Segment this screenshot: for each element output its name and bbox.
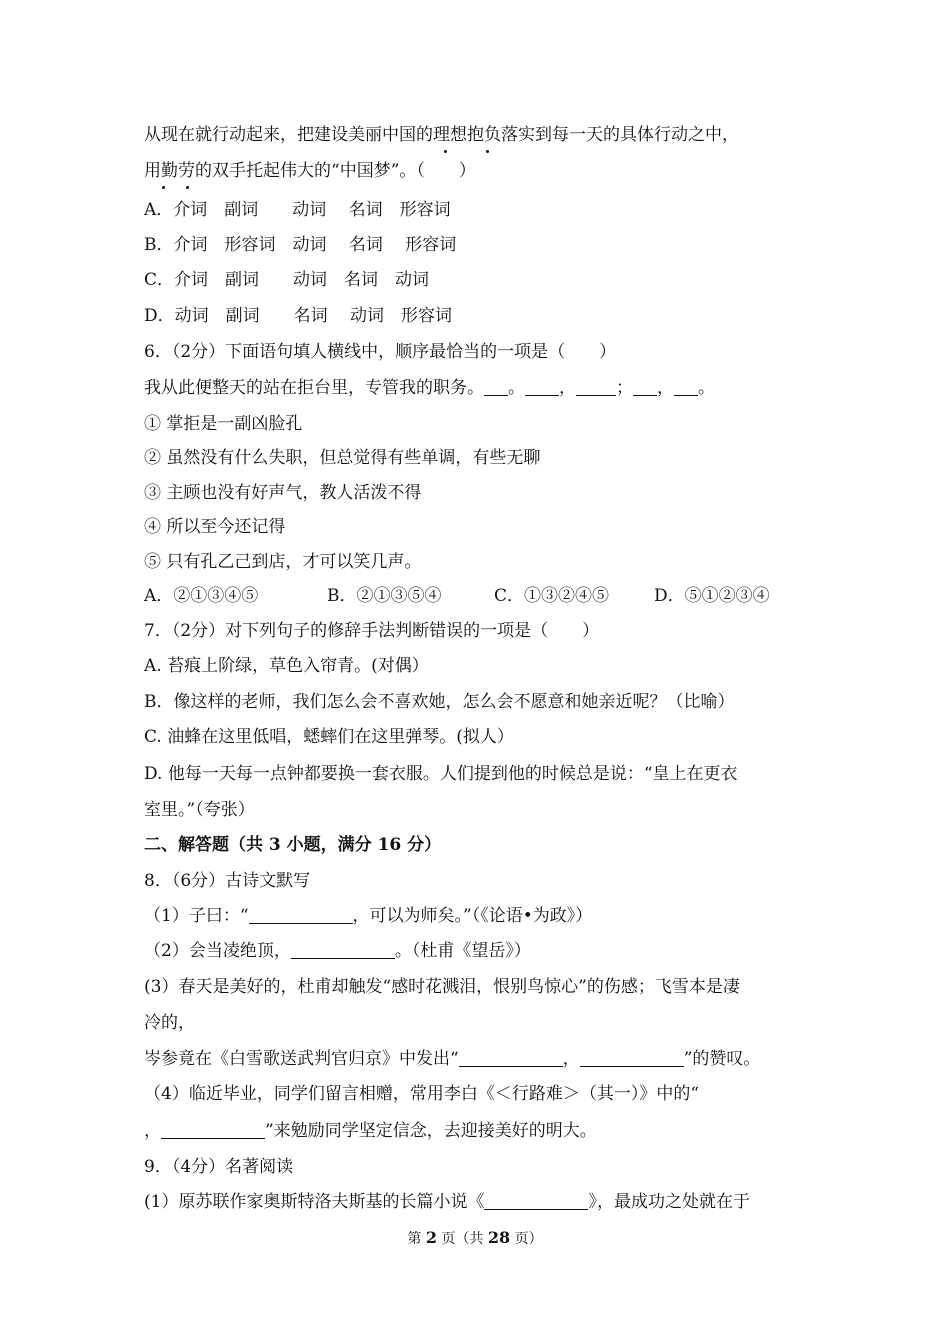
question-8-item-3-cont: 冷的，	[144, 1013, 195, 1033]
question-6-options	[144, 585, 770, 607]
emphasis-dot	[186, 186, 189, 189]
question-8-item-3: (3）春天是美好的，杜甫却触发“感时花溅泪，恨别鸟惊心”的伤感；飞雪本是凄	[144, 977, 740, 997]
option-c: C．介词 副词 动词 名词 动词	[144, 270, 430, 290]
section-heading: 二、解答题（共 3 小题，满分 16 分）	[144, 835, 442, 855]
option-d: D. 他每一天每一点钟都要换一套衣服。人们提到他的时候总是说：“皇上在更衣	[144, 764, 738, 784]
emphasis-dot	[444, 150, 447, 153]
emphasis-dot	[162, 186, 165, 189]
option-c: C．①③②④⑤	[494, 586, 610, 606]
option-d-cont: 室里。”（夸张）	[144, 800, 255, 820]
list-item: ⑤ 只有孔乙己到店，才可以笑几声。	[144, 552, 422, 572]
list-item: ④ 所以至今还记得	[144, 517, 286, 537]
option-b: B．介词 形容词 动词 名词 形容词	[144, 235, 457, 255]
question-9-stem: 9．（4分）名著阅读	[144, 1157, 294, 1177]
list-item: ③ 主顾也没有好声气，教人活泼不得	[144, 483, 422, 503]
question-6-stem: 6．（2分）下面语句填人横线中，顺序最恰当的一项是（ ）	[144, 342, 617, 362]
option-a: A. 苔痕上阶绿，草色入帘青。(对偶）	[144, 656, 429, 676]
question-8-item-4-cont: ， ”来勉励同学坚定信念，去迎接美好的明大。	[144, 1121, 597, 1141]
page-number: 2	[425, 1228, 437, 1247]
option-c: C. 油蜂在这里低唱，蟋蟀们在这里弹琴。(拟人）	[144, 727, 514, 747]
emphasis-dot	[486, 150, 489, 153]
option-a: A．介词 副词 动词 名词 形容词	[144, 200, 451, 220]
text-line: 从现在就行动起来，把建设美丽中国的理想抱负落实到每一天的具体行动之中，	[144, 125, 739, 145]
list-item: ① 掌拒是一副凶脸孔	[144, 414, 303, 434]
option-d: D．动词 副词 名词 动词 形容词	[144, 306, 453, 326]
option-d: D．⑤①②③④	[654, 586, 770, 606]
question-7-stem: 7．（2分）对下列句子的修辞手法判断错误的一项是（ ）	[144, 621, 600, 641]
question-8-stem: 8．（6分）古诗文默写	[144, 871, 311, 891]
question-8-item-3-cont: 岑参竟在《白雪歌送武判官归京》中发出“ ， ”的赞叹。	[144, 1049, 761, 1069]
question-9-item-1: (1）原苏联作家奥斯特洛夫斯基的长篇小说《 》，最成功之处就在于	[144, 1192, 750, 1212]
option-b: B．像这样的老师，我们怎么会不喜欢她，怎么会不愿意和她亲近呢？（比喻）	[144, 692, 735, 712]
page-footer: 第 2 页（共 28 页）	[407, 1228, 543, 1247]
option-b: B．②①③⑤④	[327, 586, 442, 606]
list-item: ② 虽然没有什么失职，但总觉得有些单调，有些无聊	[144, 448, 541, 468]
question-8-item-4: （4）临近毕业，同学们留言相赠，常用李白《＜行路难＞（其一）》中的“	[144, 1084, 700, 1104]
question-8-item-2: （2）会当凌绝顶， 。（杜甫《望岳》）	[144, 941, 531, 961]
question-8-item-1: （1）子曰：“ ，可以为师矣。”（《论语•为政》）	[144, 906, 593, 926]
text-line: 用勤劳的双手托起伟大的“中国梦”。（ ）	[144, 161, 476, 181]
total-pages: 28	[487, 1228, 511, 1247]
option-a: A．②①③④⑤	[144, 586, 259, 606]
question-6-sentence: 我从此便整天的站在拒台里，专管我的职务。 。 ， ； ， 。	[144, 378, 715, 398]
